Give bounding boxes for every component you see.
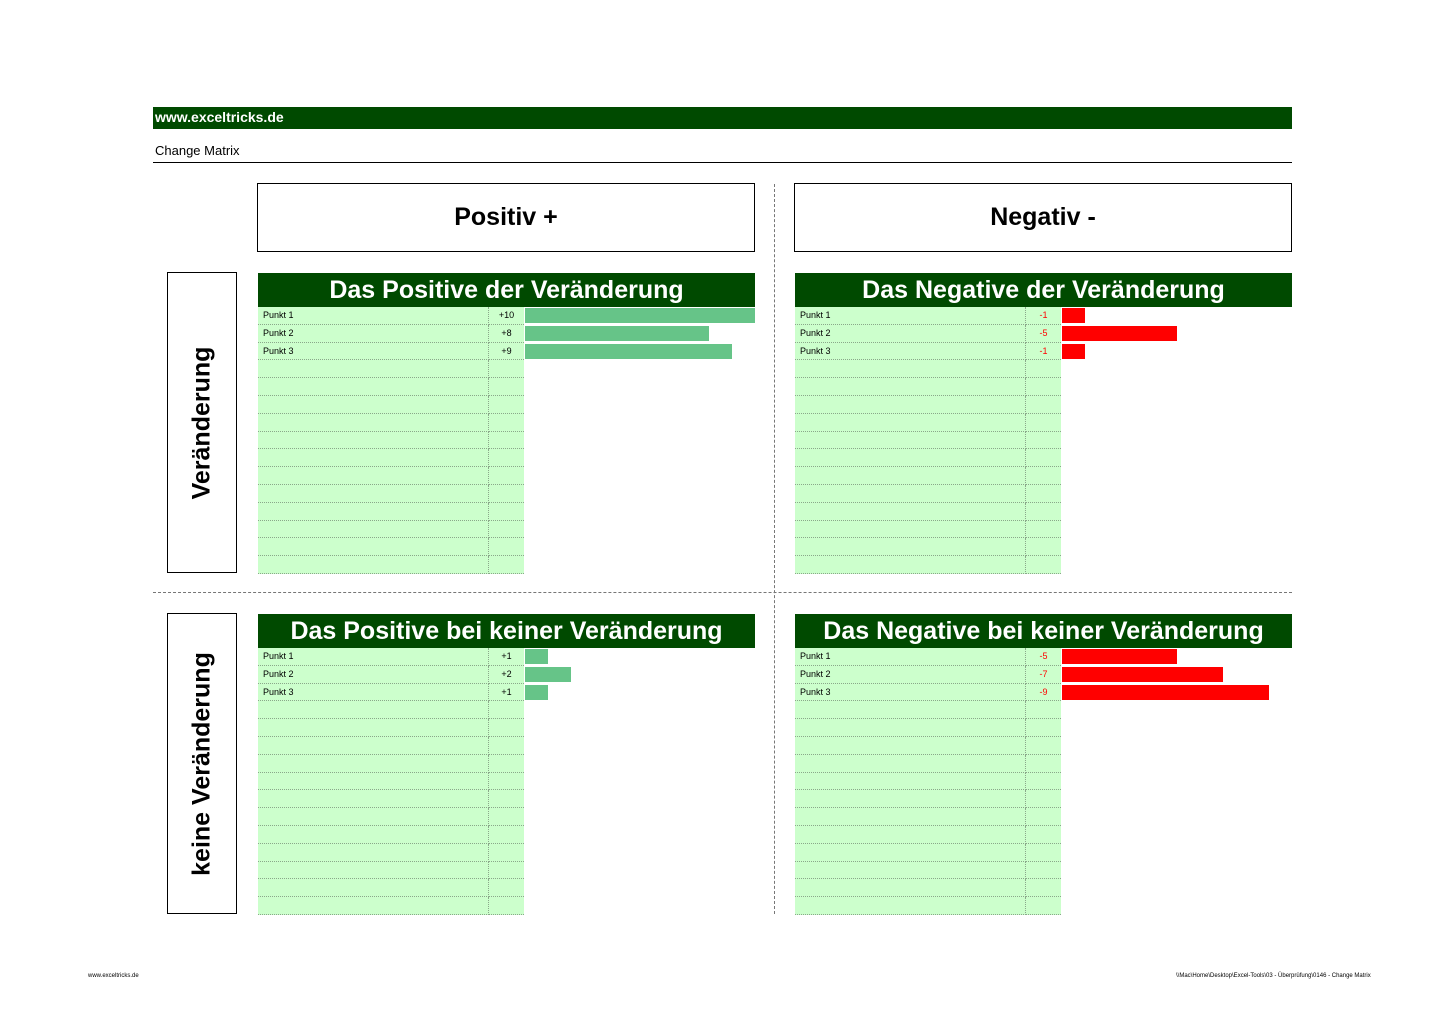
- quadrant-title: Das Positive der Veränderung: [258, 273, 755, 307]
- item-value-cell[interactable]: [489, 737, 524, 755]
- item-value-cell[interactable]: [1026, 879, 1061, 897]
- value-bar: [1062, 649, 1177, 664]
- sheet-title: Change Matrix: [155, 143, 240, 158]
- value-bar: [525, 667, 571, 682]
- table-row: [795, 773, 1292, 791]
- item-value-cell[interactable]: +2: [489, 666, 524, 684]
- item-label-cell[interactable]: [258, 897, 489, 915]
- item-label-cell[interactable]: [258, 485, 489, 503]
- table-row: [795, 684, 1292, 702]
- item-label-cell[interactable]: [258, 414, 489, 432]
- item-value-cell[interactable]: [1026, 897, 1061, 915]
- item-value-cell[interactable]: -5: [1026, 325, 1061, 343]
- item-value-cell[interactable]: [489, 538, 524, 556]
- item-value-cell[interactable]: [1026, 556, 1061, 574]
- table-row: [795, 485, 1292, 503]
- value-bar: [525, 326, 709, 341]
- item-label-cell[interactable]: [258, 467, 489, 485]
- table-row: [795, 396, 1292, 414]
- table-row: [258, 897, 755, 915]
- table-row: [258, 701, 755, 719]
- item-value-cell[interactable]: [1026, 521, 1061, 539]
- site-url: www.exceltricks.de: [155, 109, 284, 125]
- item-label-cell[interactable]: [795, 521, 1026, 539]
- table-row: [795, 879, 1292, 897]
- item-label-cell[interactable]: Punkt 1: [795, 307, 1026, 325]
- table-row: [795, 521, 1292, 539]
- table-row: [258, 521, 755, 539]
- item-label-cell[interactable]: [795, 808, 1026, 826]
- table-row: [795, 755, 1292, 773]
- table-row: [258, 485, 755, 503]
- item-label-cell[interactable]: [258, 432, 489, 450]
- table-row: [258, 755, 755, 773]
- table-row: [258, 307, 755, 325]
- quadrant-title: Das Negative bei keiner Veränderung: [795, 614, 1292, 648]
- item-label-cell[interactable]: Punkt 2: [795, 666, 1026, 684]
- item-value-cell[interactable]: [1026, 755, 1061, 773]
- item-value-cell[interactable]: -7: [1026, 666, 1061, 684]
- item-label-cell[interactable]: [258, 844, 489, 862]
- table-row: [258, 343, 755, 361]
- table-row: [795, 378, 1292, 396]
- table-row: [795, 790, 1292, 808]
- item-label-cell[interactable]: [258, 879, 489, 897]
- item-label-cell[interactable]: [258, 360, 489, 378]
- item-value-cell[interactable]: [489, 844, 524, 862]
- item-value-cell[interactable]: [1026, 485, 1061, 503]
- item-label-cell[interactable]: [258, 503, 489, 521]
- table-row: [795, 432, 1292, 450]
- table-row: [258, 396, 755, 414]
- table-row: [258, 538, 755, 556]
- table-row: [795, 648, 1292, 666]
- table-row: [258, 844, 755, 862]
- item-value-cell[interactable]: -9: [1026, 684, 1061, 702]
- item-value-cell[interactable]: [1026, 701, 1061, 719]
- item-value-cell[interactable]: [489, 378, 524, 396]
- item-value-cell[interactable]: +1: [489, 648, 524, 666]
- footer-left: www.exceltricks.de: [88, 973, 139, 979]
- value-bar: [1062, 685, 1269, 700]
- item-value-cell[interactable]: [489, 808, 524, 826]
- item-value-cell[interactable]: [1026, 396, 1061, 414]
- item-label-cell[interactable]: Punkt 2: [795, 325, 1026, 343]
- table-row: [258, 684, 755, 702]
- table-row: [795, 666, 1292, 684]
- item-value-cell[interactable]: [489, 485, 524, 503]
- table-row: [258, 432, 755, 450]
- item-label-cell[interactable]: [795, 701, 1026, 719]
- item-label-cell[interactable]: [795, 485, 1026, 503]
- item-label-cell[interactable]: [795, 719, 1026, 737]
- item-label-cell[interactable]: [795, 378, 1026, 396]
- table-row: [795, 307, 1292, 325]
- item-label-cell[interactable]: Punkt 3: [795, 684, 1026, 702]
- table-row: [258, 360, 755, 378]
- item-value-cell[interactable]: [489, 467, 524, 485]
- item-label-cell[interactable]: [258, 449, 489, 467]
- item-value-cell[interactable]: [1026, 538, 1061, 556]
- item-value-cell[interactable]: [489, 755, 524, 773]
- item-value-cell[interactable]: [1026, 378, 1061, 396]
- row-header-no-change: [167, 613, 237, 914]
- table-row: [258, 467, 755, 485]
- item-value-cell[interactable]: [489, 862, 524, 880]
- item-label-cell[interactable]: [795, 396, 1026, 414]
- item-label-cell[interactable]: [795, 897, 1026, 915]
- item-value-cell[interactable]: [1026, 467, 1061, 485]
- column-header-negative: Negativ -: [794, 183, 1292, 252]
- item-value-cell[interactable]: [489, 521, 524, 539]
- item-value-cell[interactable]: [1026, 862, 1061, 880]
- table-row: [795, 719, 1292, 737]
- quadrant-positive-no-change: [258, 614, 755, 915]
- item-value-cell[interactable]: [489, 719, 524, 737]
- item-label-cell[interactable]: Punkt 1: [795, 648, 1026, 666]
- item-value-cell[interactable]: [489, 897, 524, 915]
- table-row: [258, 826, 755, 844]
- item-value-cell[interactable]: [1026, 360, 1061, 378]
- item-label-cell[interactable]: [258, 773, 489, 791]
- table-row: [258, 879, 755, 897]
- table-row: [258, 737, 755, 755]
- item-value-cell[interactable]: [489, 556, 524, 574]
- vertical-divider: [774, 184, 775, 914]
- column-header-positive: Positiv +: [257, 183, 755, 252]
- horizontal-divider: [153, 592, 1292, 593]
- table-row: [258, 862, 755, 880]
- item-value-cell[interactable]: [1026, 503, 1061, 521]
- item-label-cell[interactable]: [795, 538, 1026, 556]
- table-row: [795, 414, 1292, 432]
- item-value-cell[interactable]: +9: [489, 343, 524, 361]
- item-label-cell[interactable]: [258, 378, 489, 396]
- table-row: [258, 666, 755, 684]
- item-label-cell[interactable]: Punkt 1: [258, 648, 489, 666]
- table-row: [258, 449, 755, 467]
- item-label-cell[interactable]: [258, 521, 489, 539]
- table-row: [258, 790, 755, 808]
- table-row: [795, 360, 1292, 378]
- item-value-cell[interactable]: [489, 773, 524, 791]
- table-row: [795, 826, 1292, 844]
- table-row: [258, 556, 755, 574]
- item-value-cell[interactable]: +8: [489, 325, 524, 343]
- table-row: [258, 378, 755, 396]
- item-value-cell[interactable]: [1026, 719, 1061, 737]
- item-label-cell[interactable]: [258, 701, 489, 719]
- value-bar: [525, 308, 755, 323]
- item-label-cell[interactable]: [795, 449, 1026, 467]
- table-row: [258, 325, 755, 343]
- title-underline: [153, 162, 1292, 163]
- table-row: [258, 414, 755, 432]
- item-value-cell[interactable]: [489, 360, 524, 378]
- item-value-cell[interactable]: [1026, 808, 1061, 826]
- item-value-cell[interactable]: [489, 449, 524, 467]
- item-value-cell[interactable]: [489, 879, 524, 897]
- item-label-cell[interactable]: [258, 808, 489, 826]
- value-bar: [1062, 308, 1085, 323]
- footer-right: \\Mac\Home\Desktop\Excel-Tools\03 - Überprüfung\0146 - Change Matrix: [1176, 973, 1371, 979]
- value-bar: [525, 344, 732, 359]
- quadrant-title: Das Positive bei keiner Veränderung: [258, 614, 755, 648]
- item-label-cell[interactable]: [795, 503, 1026, 521]
- item-label-cell[interactable]: [795, 844, 1026, 862]
- table-row: [258, 773, 755, 791]
- item-value-cell[interactable]: [489, 790, 524, 808]
- item-value-cell[interactable]: [489, 826, 524, 844]
- item-value-cell[interactable]: [1026, 414, 1061, 432]
- table-row: [258, 719, 755, 737]
- item-label-cell[interactable]: [795, 467, 1026, 485]
- table-row: [795, 325, 1292, 343]
- item-value-cell[interactable]: [489, 396, 524, 414]
- item-label-cell[interactable]: Punkt 2: [258, 325, 489, 343]
- item-value-cell[interactable]: [1026, 844, 1061, 862]
- table-row: [258, 808, 755, 826]
- value-bar: [525, 685, 548, 700]
- table-row: [795, 862, 1292, 880]
- table-row: [795, 503, 1292, 521]
- row-header-change-label: Veränderung: [187, 346, 216, 499]
- item-label-cell[interactable]: Punkt 3: [795, 343, 1026, 361]
- item-label-cell[interactable]: [258, 737, 489, 755]
- item-value-cell[interactable]: -1: [1026, 307, 1061, 325]
- table-row: [795, 556, 1292, 574]
- table-row: [795, 449, 1292, 467]
- item-label-cell[interactable]: [258, 719, 489, 737]
- row-header-change: [167, 272, 237, 573]
- item-label-cell[interactable]: [258, 862, 489, 880]
- value-bar: [1062, 344, 1085, 359]
- item-value-cell[interactable]: [489, 503, 524, 521]
- item-label-cell[interactable]: Punkt 2: [258, 666, 489, 684]
- quadrant-title: Das Negative der Veränderung: [795, 273, 1292, 307]
- item-label-cell[interactable]: [795, 737, 1026, 755]
- item-label-cell[interactable]: [795, 414, 1026, 432]
- table-row: [795, 844, 1292, 862]
- item-label-cell[interactable]: Punkt 3: [258, 343, 489, 361]
- item-label-cell[interactable]: Punkt 3: [258, 684, 489, 702]
- item-label-cell[interactable]: [795, 773, 1026, 791]
- table-row: [795, 538, 1292, 556]
- item-label-cell[interactable]: [795, 755, 1026, 773]
- quadrant-negative-no-change: [795, 614, 1292, 915]
- item-label-cell[interactable]: [795, 790, 1026, 808]
- item-label-cell[interactable]: [795, 862, 1026, 880]
- item-label-cell[interactable]: [795, 826, 1026, 844]
- table-row: [258, 648, 755, 666]
- table-row: [795, 343, 1292, 361]
- item-value-cell[interactable]: [1026, 826, 1061, 844]
- item-value-cell[interactable]: [489, 701, 524, 719]
- quadrant-positive-change: [258, 273, 755, 574]
- table-row: [795, 808, 1292, 826]
- table-row: [795, 897, 1292, 915]
- item-value-cell[interactable]: [489, 414, 524, 432]
- value-bar: [1062, 667, 1223, 682]
- item-label-cell[interactable]: [258, 755, 489, 773]
- item-label-cell[interactable]: [258, 826, 489, 844]
- table-row: [795, 701, 1292, 719]
- item-value-cell[interactable]: [1026, 737, 1061, 755]
- item-value-cell[interactable]: [1026, 449, 1061, 467]
- item-label-cell[interactable]: [795, 360, 1026, 378]
- item-label-cell[interactable]: [258, 790, 489, 808]
- value-bar: [525, 649, 548, 664]
- item-value-cell[interactable]: [1026, 790, 1061, 808]
- item-value-cell[interactable]: -1: [1026, 343, 1061, 361]
- row-header-no-change-label: keine Veränderung: [187, 651, 216, 876]
- item-label-cell[interactable]: [258, 556, 489, 574]
- item-label-cell[interactable]: [795, 432, 1026, 450]
- item-label-cell[interactable]: [258, 538, 489, 556]
- item-value-cell[interactable]: -5: [1026, 648, 1061, 666]
- table-row: [795, 467, 1292, 485]
- item-value-cell[interactable]: +1: [489, 684, 524, 702]
- item-value-cell[interactable]: [1026, 773, 1061, 791]
- quadrant-negative-change: [795, 273, 1292, 574]
- item-label-cell[interactable]: [795, 879, 1026, 897]
- item-label-cell[interactable]: Punkt 1: [258, 307, 489, 325]
- item-value-cell[interactable]: [1026, 432, 1061, 450]
- table-row: [258, 503, 755, 521]
- item-value-cell[interactable]: [489, 432, 524, 450]
- table-row: [795, 737, 1292, 755]
- value-bar: [1062, 326, 1177, 341]
- item-label-cell[interactable]: [795, 556, 1026, 574]
- item-label-cell[interactable]: [258, 396, 489, 414]
- item-value-cell[interactable]: +10: [489, 307, 524, 325]
- site-banner: [153, 107, 1292, 129]
